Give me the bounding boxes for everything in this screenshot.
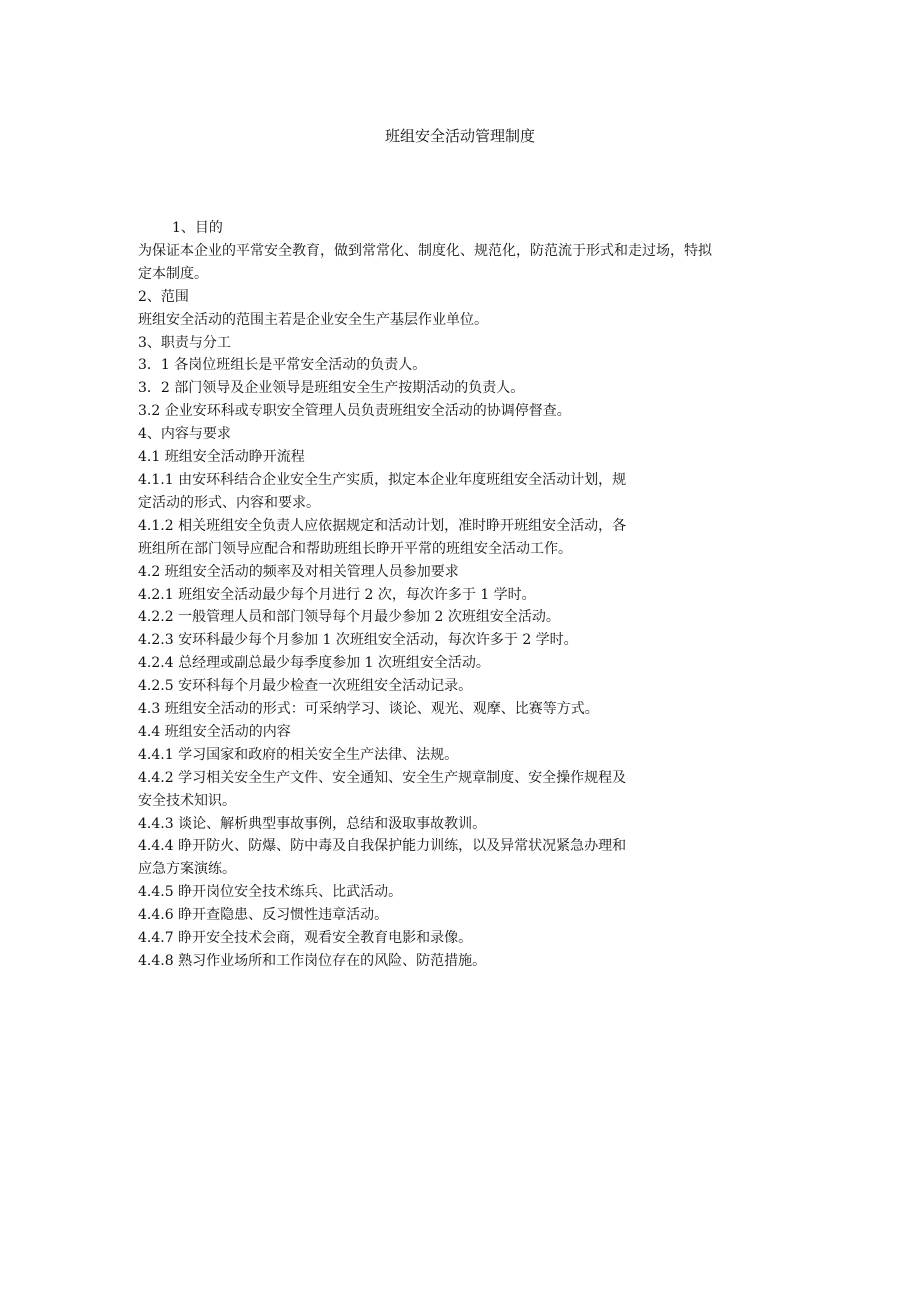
paragraph-line: 3.2 企业安环科或专职安全管理人员负责班组安全活动的协调停督查。: [138, 403, 571, 420]
paragraph-line: 3．2 部门领导及企业领导是班组安全生产按期活动的负责人。: [138, 380, 525, 397]
paragraph-line: 4.4.4 睁开防火、防爆、防中毒及自我保护能力训练，以及异常状况紧急办理和: [138, 838, 627, 855]
paragraph-line: 定活动的形式、内容和要求。: [138, 494, 320, 511]
section-heading-content: 4、内容与要求: [138, 426, 231, 443]
section-heading-purpose: 1、目的: [172, 220, 223, 236]
paragraph-line: 4.2.4 总经理或副总最少每季度参加 1 次班组安全活动。: [138, 655, 490, 672]
paragraph-line: 4.2.5 安环科每个月最少检查一次班组安全活动记录。: [138, 678, 473, 695]
paragraph-line: 4.4.1 学习国家和政府的相关安全生产法律、法规。: [138, 746, 459, 763]
paragraph-line: 4.4.6 睁开查隐患、反习惯性违章活动。: [138, 907, 389, 924]
document-title: 班组安全活动管理制度: [384, 127, 535, 145]
paragraph-line: 4.3 班组安全活动的形式：可采纳学习、谈论、观光、观摩、比赛等方式。: [138, 701, 599, 718]
paragraph-line: 4.4.8 熟习作业场所和工作岗位存在的风险、防范措施。: [138, 953, 487, 969]
paragraph-line: 3．1 各岗位班组长是平常安全活动的负责人。: [138, 357, 427, 374]
paragraph-line: 4.2.3 安环科最少每个月参加 1 次班组安全活动，每次许多于 2 学时。: [138, 632, 578, 649]
paragraph-line: 应急方案演练。: [138, 861, 236, 878]
paragraph-line: 4.4.2 学习相关安全生产文件、安全通知、安全生产规章制度、安全操作规程及: [138, 769, 627, 786]
section-heading-scope: 2、范围: [138, 288, 189, 305]
document-body: [138, 217, 856, 973]
paragraph-line: 4.1.2 相关班组安全负责人应依据规定和活动计划，准时睁开班组安全活动，各: [138, 517, 627, 534]
paragraph-line: 4.4.3 谈论、解析典型事故事例，总结和汲取事故教训。: [138, 815, 487, 832]
paragraph-line: 为保证本企业的平常安全教育，做到常常化、制度化、规范化，防范流于形式和走过场，特拟: [138, 242, 712, 259]
paragraph-line: 班组安全活动的范围主若是企业安全生产基层作业单位。: [138, 311, 488, 328]
paragraph-line: 4.2 班组安全活动的频率及对相关管理人员参加要求: [138, 563, 459, 580]
paragraph-line: 4.4.7 睁开安全技术会商，观看安全教育电影和录像。: [138, 930, 473, 947]
section-heading-responsibilities: 3、职责与分工: [138, 334, 231, 351]
paragraph-line: 4.4.5 睁开岗位安全技术练兵、比武活动。: [138, 884, 403, 901]
paragraph-line: 定本制度。: [138, 265, 208, 282]
paragraph-line: 4.1 班组安全活动睁开流程: [138, 449, 305, 466]
paragraph-line: 4.1.1 由安环科结合企业安全生产实质，拟定本企业年度班组安全活动计划，规: [138, 471, 627, 488]
paragraph-line: 4.4 班组安全活动的内容: [138, 723, 291, 740]
paragraph-line: 班组所在部门领导应配合和帮助班组长睁开平常的班组安全活动工作。: [138, 540, 572, 557]
paragraph-line: 安全技术知识。: [138, 792, 236, 809]
paragraph-line: 4.2.1 班组安全活动最少每个月进行 2 次，每次许多于 1 学时。: [138, 586, 536, 603]
paragraph-line: 4.2.2 一般管理人员和部门领导每个月最少参加 2 次班组安全活动。: [138, 609, 560, 626]
